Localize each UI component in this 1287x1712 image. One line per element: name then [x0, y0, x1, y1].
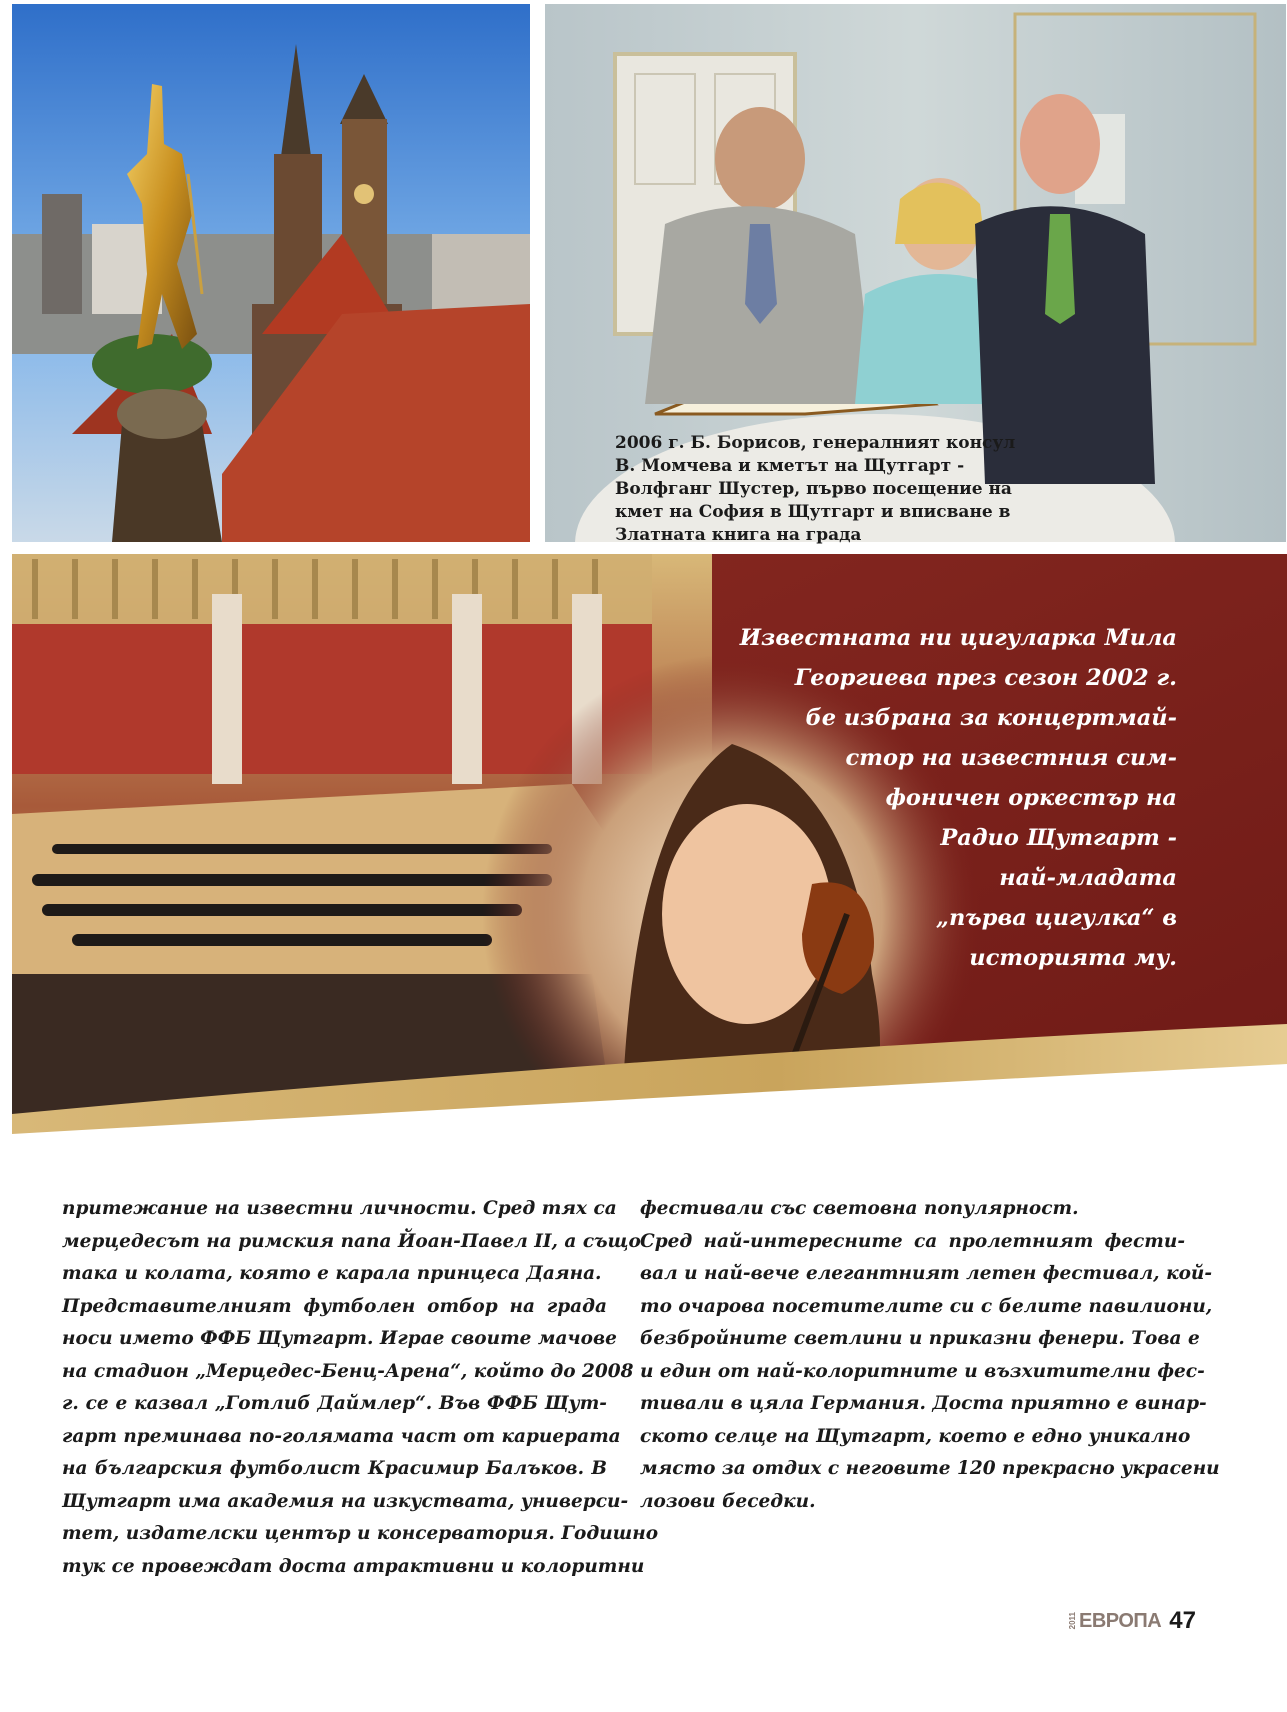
article-line: лозови беседки. — [640, 1490, 816, 1512]
quote-line: фоничен оркестър на — [885, 785, 1177, 811]
article-line: Сред най-интересните са пролетният фести- — [640, 1230, 1185, 1252]
article-line: Щутгарт има академия на изкуствата, универси- — [62, 1490, 629, 1512]
article-line: носи името ФФБ Щутгарт. Играе своите мачове — [62, 1328, 617, 1349]
article-line: Представителният футболен отбор на града — [62, 1295, 607, 1317]
article-left-column — [62, 1193, 659, 1583]
quote-line: Известната ни цигуларка Мила — [739, 625, 1177, 651]
quote-line: стор на известния сим- — [845, 745, 1177, 771]
quote-line: историята му. — [969, 945, 1177, 971]
issue-year: 2011 — [1068, 1612, 1077, 1630]
quote-line: Георгиева през сезон 2002 г. — [794, 665, 1177, 691]
article-line: то очарова посетителите си с белите павилиони, — [640, 1295, 1213, 1317]
caption-line: Златната книга на града — [615, 525, 862, 545]
quote-line: Радио Щутгарт - — [940, 825, 1177, 851]
quote-line: най-младата — [999, 865, 1177, 891]
quote-line: бе избрана за концертмай- — [805, 705, 1177, 731]
caption-line: кмет на София в Щутгарт и вписване в — [615, 502, 1011, 522]
article-line: безбройните светлини и приказни фенери. Това е — [640, 1328, 1200, 1349]
article-line: на стадион „Мерцедес-Бенц-Арена“, който до 2008 — [62, 1360, 634, 1382]
article-line: гарт преминава по-голямата част от кариерата — [62, 1425, 621, 1447]
page-number: 47 — [1169, 1607, 1196, 1634]
article-line: тук се провеждат доста атрактивни и колоритни — [62, 1555, 645, 1577]
article-line: място за отдих с неговите 120 прекрасно украсени — [640, 1458, 1220, 1479]
article-line: на българския футболист Красимир Балъков. В — [62, 1458, 607, 1479]
caption-line: Волфганг Шустер, първо посещение на — [615, 479, 1012, 499]
stuttgart-skyline-photo — [12, 4, 530, 542]
article-line: и един от най-колоритните и възхитителни фес- — [640, 1360, 1205, 1382]
article-line: тивали в цяла Германия. Доста приятно е винар- — [640, 1393, 1207, 1414]
caption-line: 2006 г. Б. Борисов, генералният консул — [615, 433, 1016, 453]
article-line: фестивали със световна популярност. — [640, 1198, 1079, 1219]
article-right-column — [640, 1193, 1220, 1518]
article-line: г. се е казвал „Готлиб Даймлер“. Във ФФБ Щут- — [62, 1393, 607, 1414]
page-footer — [1068, 1604, 1196, 1638]
article-line: така и колата, която е карала принцеса Даяна. — [62, 1263, 602, 1284]
article-line: тет, издателски център и консерватория. Годишно — [62, 1523, 659, 1544]
article-line: мерцедесът на римския папа Йоан-Павел II, а също — [62, 1230, 641, 1252]
article-line: вал и най-вече елегантният летен фестивал, кой- — [640, 1263, 1213, 1284]
caption-line: В. Момчева и кметът на Щутгарт - — [615, 456, 965, 476]
magazine-name: ЕВРОПА — [1079, 1609, 1162, 1632]
photo-caption — [615, 432, 1035, 547]
article-line: ското селце на Щутгарт, което е едно уникално — [640, 1425, 1191, 1447]
violinist-quote — [657, 618, 1177, 978]
article-line: притежание на известни личности. Сред тях са — [62, 1198, 617, 1219]
quote-line: „първа цигулка“ в — [936, 905, 1177, 931]
